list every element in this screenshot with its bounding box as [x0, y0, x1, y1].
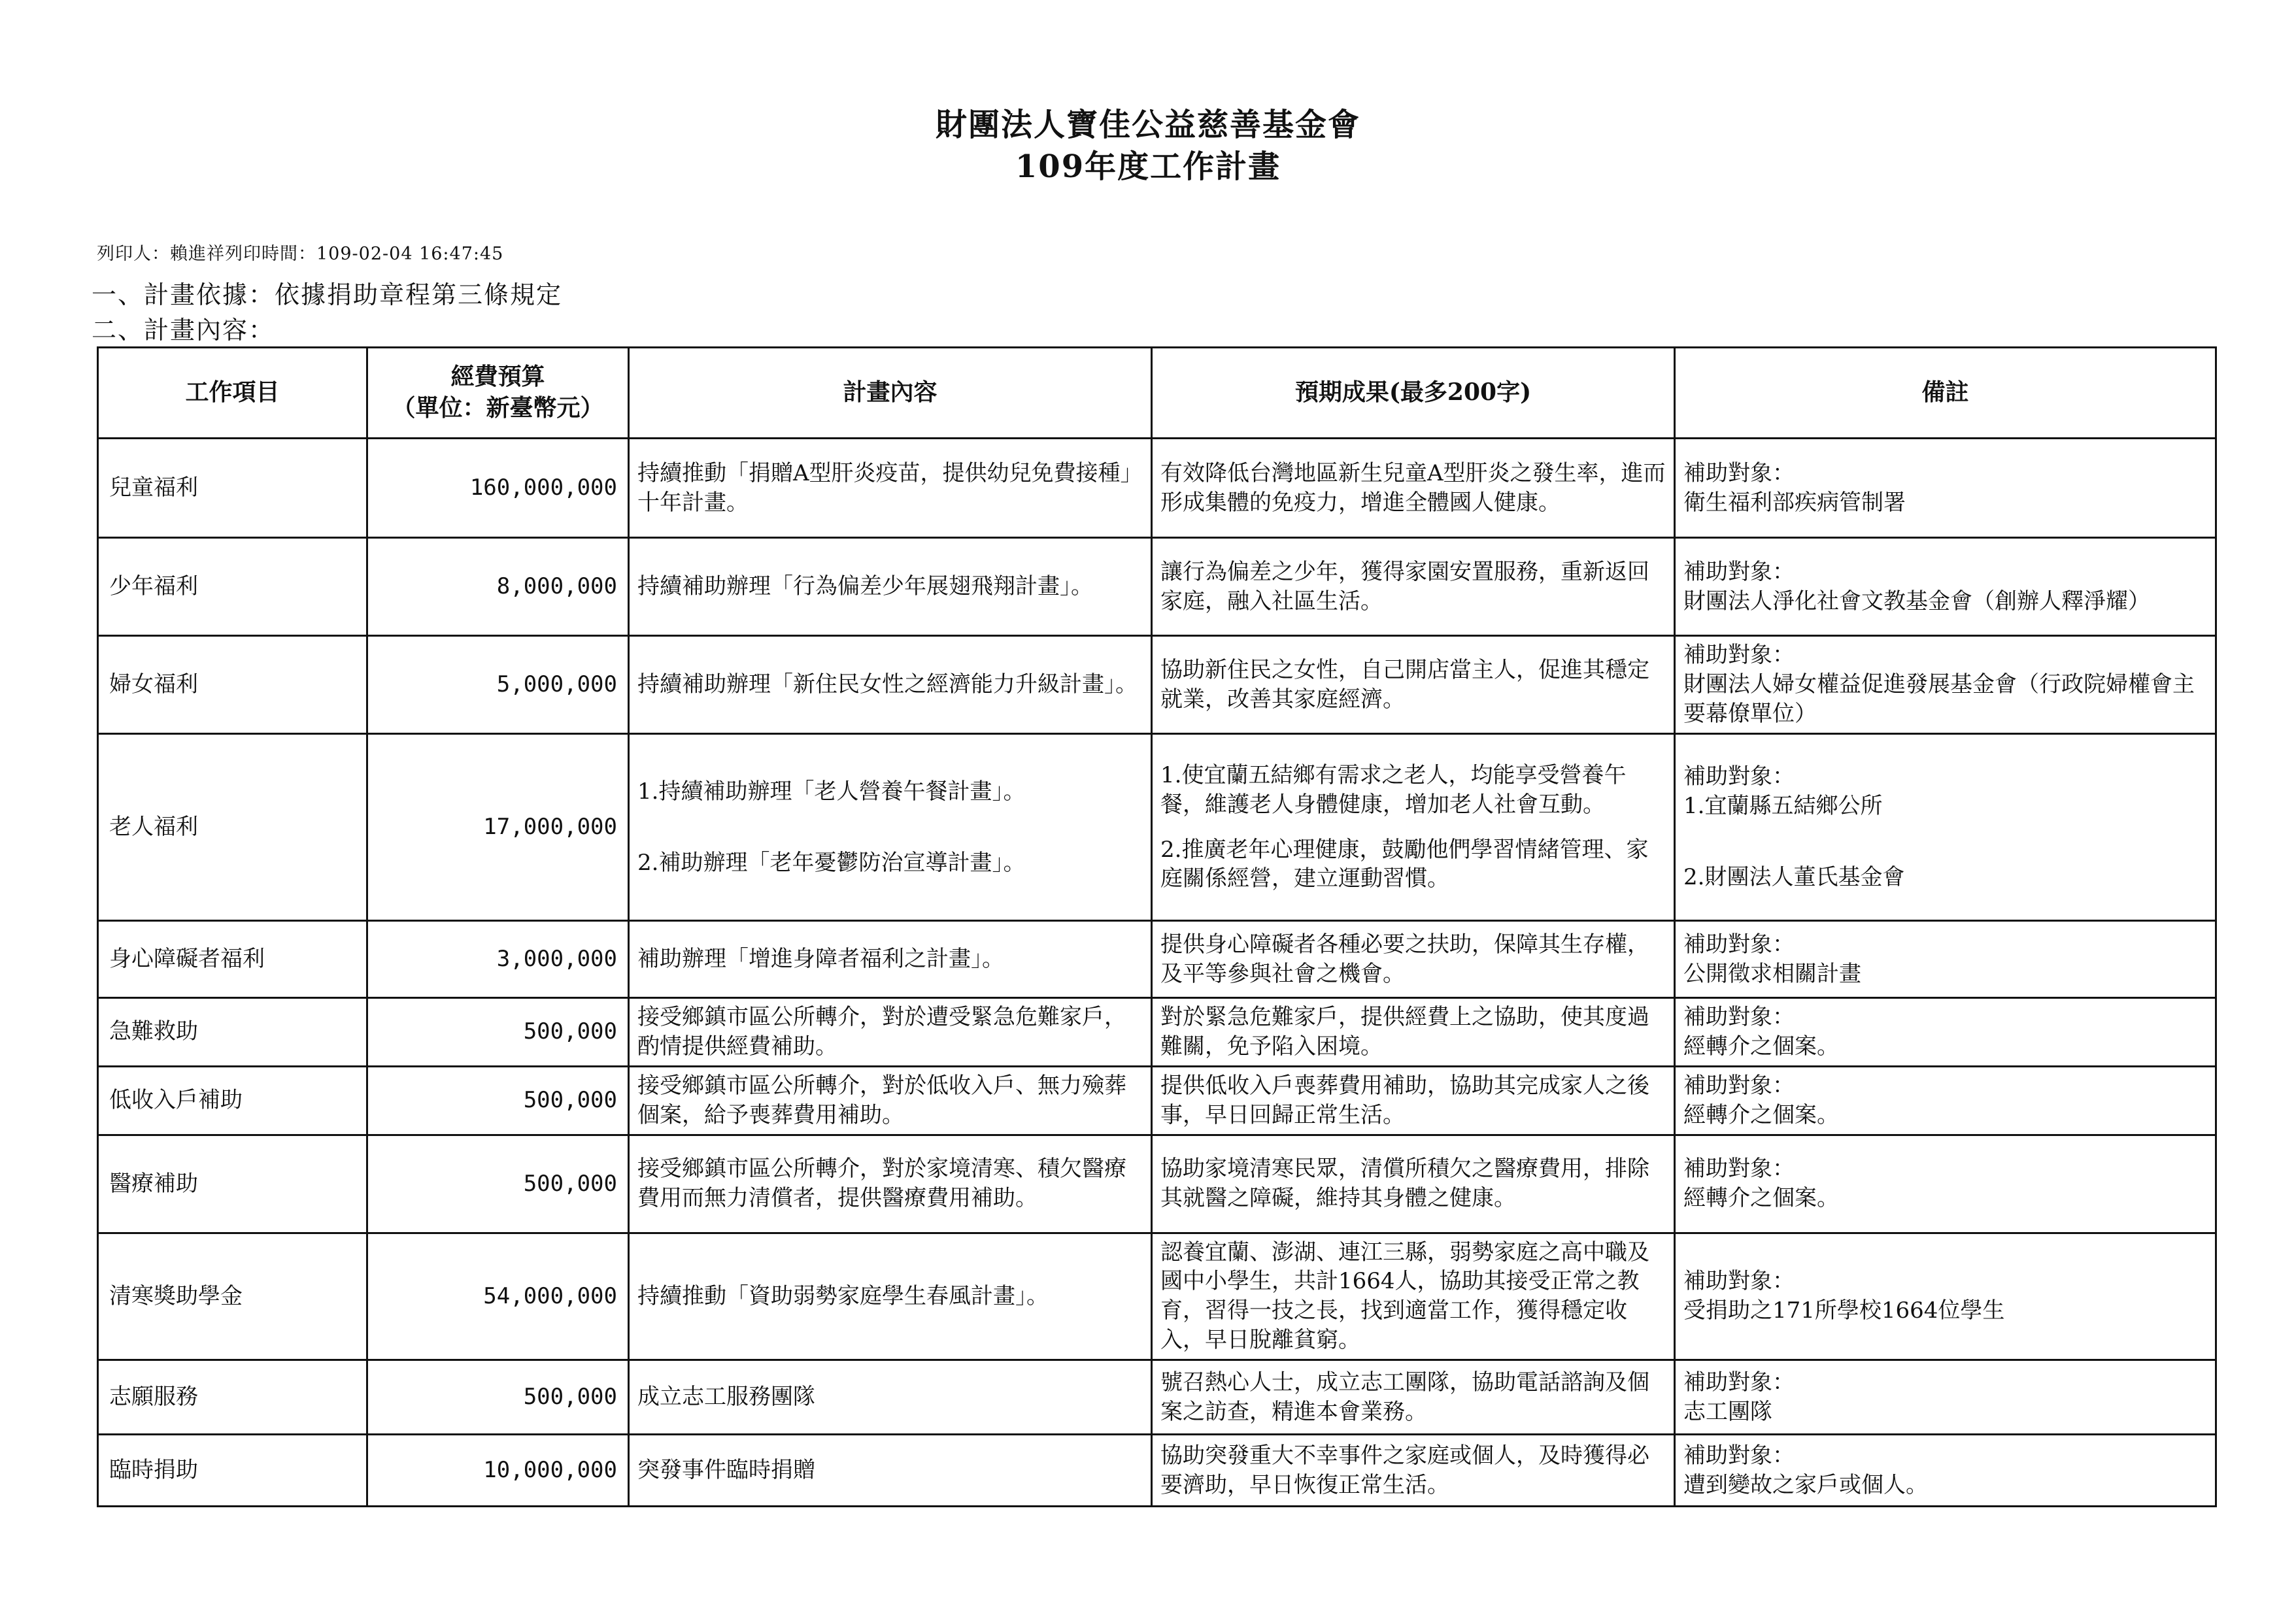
row-note: [1675, 1360, 2216, 1435]
row-note: [1675, 1135, 2216, 1233]
row-outcome: [1152, 734, 1675, 921]
content-part-2: 2.補助辦理「老年憂鬱防治宣導計畫」。: [637, 849, 1026, 876]
content-part-1: 1.持續補助辦理「老人營養午餐計畫」。: [637, 778, 1026, 805]
note-text: 受捐助之171所學校1664位學生: [1683, 1297, 2005, 1324]
row-content: 持續補助辦理「行為偏差少年展翅飛翔計畫」。: [629, 538, 1152, 636]
table-row: [98, 1135, 2216, 1233]
table-row: [98, 1066, 2216, 1135]
section-content-heading: 二、計畫內容：: [92, 316, 275, 344]
table-row: [98, 439, 2216, 538]
note-heading: 補助對象：: [1683, 1072, 1795, 1099]
note-heading: 補助對象：: [1683, 1369, 1795, 1395]
note-heading: 補助對象：: [1683, 1004, 1795, 1030]
row-note: [1675, 1066, 2216, 1135]
row-item: 少年福利: [98, 538, 367, 636]
section-basis: 一、計畫依據：依據捐助章程第三條規定: [92, 280, 563, 309]
note-text: 公開徵求相關計畫: [1683, 960, 1861, 987]
row-item: 清寒獎助學金: [98, 1233, 367, 1360]
row-content: 突發事件臨時捐贈: [629, 1435, 1152, 1507]
row-note: [1675, 921, 2216, 998]
row-note: [1675, 636, 2216, 734]
note-heading: 補助對象：: [1683, 1268, 1795, 1295]
row-item: 臨時捐助: [98, 1435, 367, 1507]
row-content: 持續推動「資助弱勢家庭學生春風計畫」。: [629, 1233, 1152, 1360]
note-heading: 補助對象：: [1683, 558, 1795, 585]
note-heading: 補助對象：: [1683, 763, 1795, 790]
row-outcome: 協助新住民之女性，自己開店當主人，促進其穩定就業，改善其家庭經濟。: [1152, 636, 1675, 734]
row-budget: 8,000,000: [367, 538, 629, 636]
row-content: 持續補助辦理「新住民女性之經濟能力升級計畫」。: [629, 636, 1152, 734]
row-note: [1675, 998, 2216, 1067]
note-text: 經轉介之個案。: [1683, 1033, 1839, 1060]
note-text: 經轉介之個案。: [1683, 1101, 1839, 1128]
row-content: 接受鄉鎮市區公所轉介，對於家境清寒、積欠醫療費用而無力清償者，提供醫療費用補助。: [629, 1135, 1152, 1233]
header-budget-line1: 經費預算: [450, 363, 545, 391]
row-budget: 160,000,000: [367, 439, 629, 538]
row-note: [1675, 734, 2216, 921]
header-budget-line2: （單位：新臺幣元）: [392, 394, 604, 422]
note-heading: 補助對象：: [1683, 1442, 1795, 1469]
row-content: 接受鄉鎮市區公所轉介，對於低收入戶、無力殮葬個案，給予喪葬費用補助。: [629, 1066, 1152, 1135]
row-content: [629, 734, 1152, 921]
note-heading: 補助對象：: [1683, 642, 1795, 669]
row-budget: 17,000,000: [367, 734, 629, 921]
row-content: 接受鄉鎮市區公所轉介，對於遭受緊急危難家戶，酌情提供經費補助。: [629, 998, 1152, 1067]
table-header-row: [98, 348, 2216, 439]
table-row: [98, 636, 2216, 734]
row-item: 身心障礙者福利: [98, 921, 367, 998]
note-text: 衛生福利部疾病管制署: [1683, 489, 1906, 516]
note-heading: 補助對象：: [1683, 1156, 1795, 1182]
row-budget: 500,000: [367, 1135, 629, 1233]
table-row: [98, 538, 2216, 636]
header-budget: [367, 348, 629, 439]
row-outcome: 有效降低台灣地區新生兒童A型肝炎之發生率，進而形成集體的免疫力，增進全體國人健康。: [1152, 439, 1675, 538]
row-outcome: 對於緊急危難家戶，提供經費上之協助，使其度過難關，免予陷入困境。: [1152, 998, 1675, 1067]
print-info: 列印人：賴進祥列印時間：109-02-04 16:47:45: [97, 244, 504, 264]
header-content: 計畫內容: [629, 348, 1152, 439]
outcome-part-2: 2.推廣老年心理健康，鼓勵他們學習情緒管理、家庭關係經營，建立運動習慣。: [1160, 836, 1649, 892]
row-item: 志願服務: [98, 1360, 367, 1435]
row-content: 成立志工服務團隊: [629, 1360, 1152, 1435]
row-note: [1675, 538, 2216, 636]
row-budget: 500,000: [367, 998, 629, 1067]
note-text: 遭到變故之家戶或個人。: [1683, 1471, 1928, 1498]
table-row: [98, 1360, 2216, 1435]
table-row: [98, 998, 2216, 1067]
note-text: 財團法人婦女權益促進發展基金會（行政院婦權會主要幕僚單位）: [1683, 671, 2195, 727]
row-outcome: 協助突發重大不幸事件之家庭或個人，及時獲得必要濟助，早日恢復正常生活。: [1152, 1435, 1675, 1507]
row-note: [1675, 439, 2216, 538]
table-row: [98, 1435, 2216, 1507]
row-note: [1675, 1435, 2216, 1507]
row-item: 老人福利: [98, 734, 367, 921]
note-heading: 補助對象：: [1683, 931, 1795, 958]
row-item: 急難救助: [98, 998, 367, 1067]
document-subtitle: 109年度工作計畫: [1015, 148, 1281, 185]
work-plan-table: [97, 346, 2217, 1507]
row-outcome: 號召熱心人士，成立志工團隊，協助電話諮詢及個案之訪查，精進本會業務。: [1152, 1360, 1675, 1435]
row-outcome: 協助家境清寒民眾，清償所積欠之醫療費用，排除其就醫之障礙，維持其身體之健康。: [1152, 1135, 1675, 1233]
row-budget: 500,000: [367, 1066, 629, 1135]
header-item: 工作項目: [98, 348, 367, 439]
row-item: 醫療補助: [98, 1135, 367, 1233]
row-budget: 10,000,000: [367, 1435, 629, 1507]
row-item: 兒童福利: [98, 439, 367, 538]
header-note: 備註: [1675, 348, 2216, 439]
row-outcome: 讓行為偏差之少年，獲得家園安置服務，重新返回家庭，融入社區生活。: [1152, 538, 1675, 636]
outcome-part-1: 1.使宜蘭五結鄉有需求之老人，均能享受營養午餐，維護老人身體健康，增加老人社會互動。: [1160, 761, 1627, 818]
row-content: 持續推動「捐贈A型肝炎疫苗，提供幼兒免費接種」十年計畫。: [629, 439, 1152, 538]
note-text: 志工團隊: [1683, 1398, 1772, 1425]
row-item: 婦女福利: [98, 636, 367, 734]
note-part-2: 2.財團法人董氏基金會: [1683, 863, 1905, 890]
note-text: 財團法人淨化社會文教基金會（創辦人釋淨耀）: [1683, 588, 2150, 614]
row-budget: 500,000: [367, 1360, 629, 1435]
table-row: [98, 734, 2216, 921]
note-heading: 補助對象：: [1683, 460, 1795, 486]
note-text: 經轉介之個案。: [1683, 1185, 1839, 1211]
row-outcome: 提供低收入戶喪葬費用補助，協助其完成家人之後事，早日回歸正常生活。: [1152, 1066, 1675, 1135]
header-outcome: 預期成果(最多200字): [1152, 348, 1675, 439]
row-note: [1675, 1233, 2216, 1360]
table-row: [98, 1233, 2216, 1360]
note-part-1: 1.宜蘭縣五結鄉公所: [1683, 793, 1883, 820]
row-budget: 3,000,000: [367, 921, 629, 998]
row-outcome: 提供身心障礙者各種必要之扶助，保障其生存權，及平等參與社會之機會。: [1152, 921, 1675, 998]
document-title: 財團法人寶佳公益慈善基金會: [935, 107, 1360, 143]
row-outcome: 認養宜蘭、澎湖、連江三縣，弱勢家庭之高中職及國中小學生，共計1664人，協助其接受正常之教育，習得一技之長，找到適當工作，獲得穩定收入，早日脫離貧窮。: [1152, 1233, 1675, 1360]
table-row: [98, 921, 2216, 998]
row-budget: 54,000,000: [367, 1233, 629, 1360]
row-content: 補助辦理「增進身障者福利之計畫」。: [629, 921, 1152, 998]
row-item: 低收入戶補助: [98, 1066, 367, 1135]
row-budget: 5,000,000: [367, 636, 629, 734]
